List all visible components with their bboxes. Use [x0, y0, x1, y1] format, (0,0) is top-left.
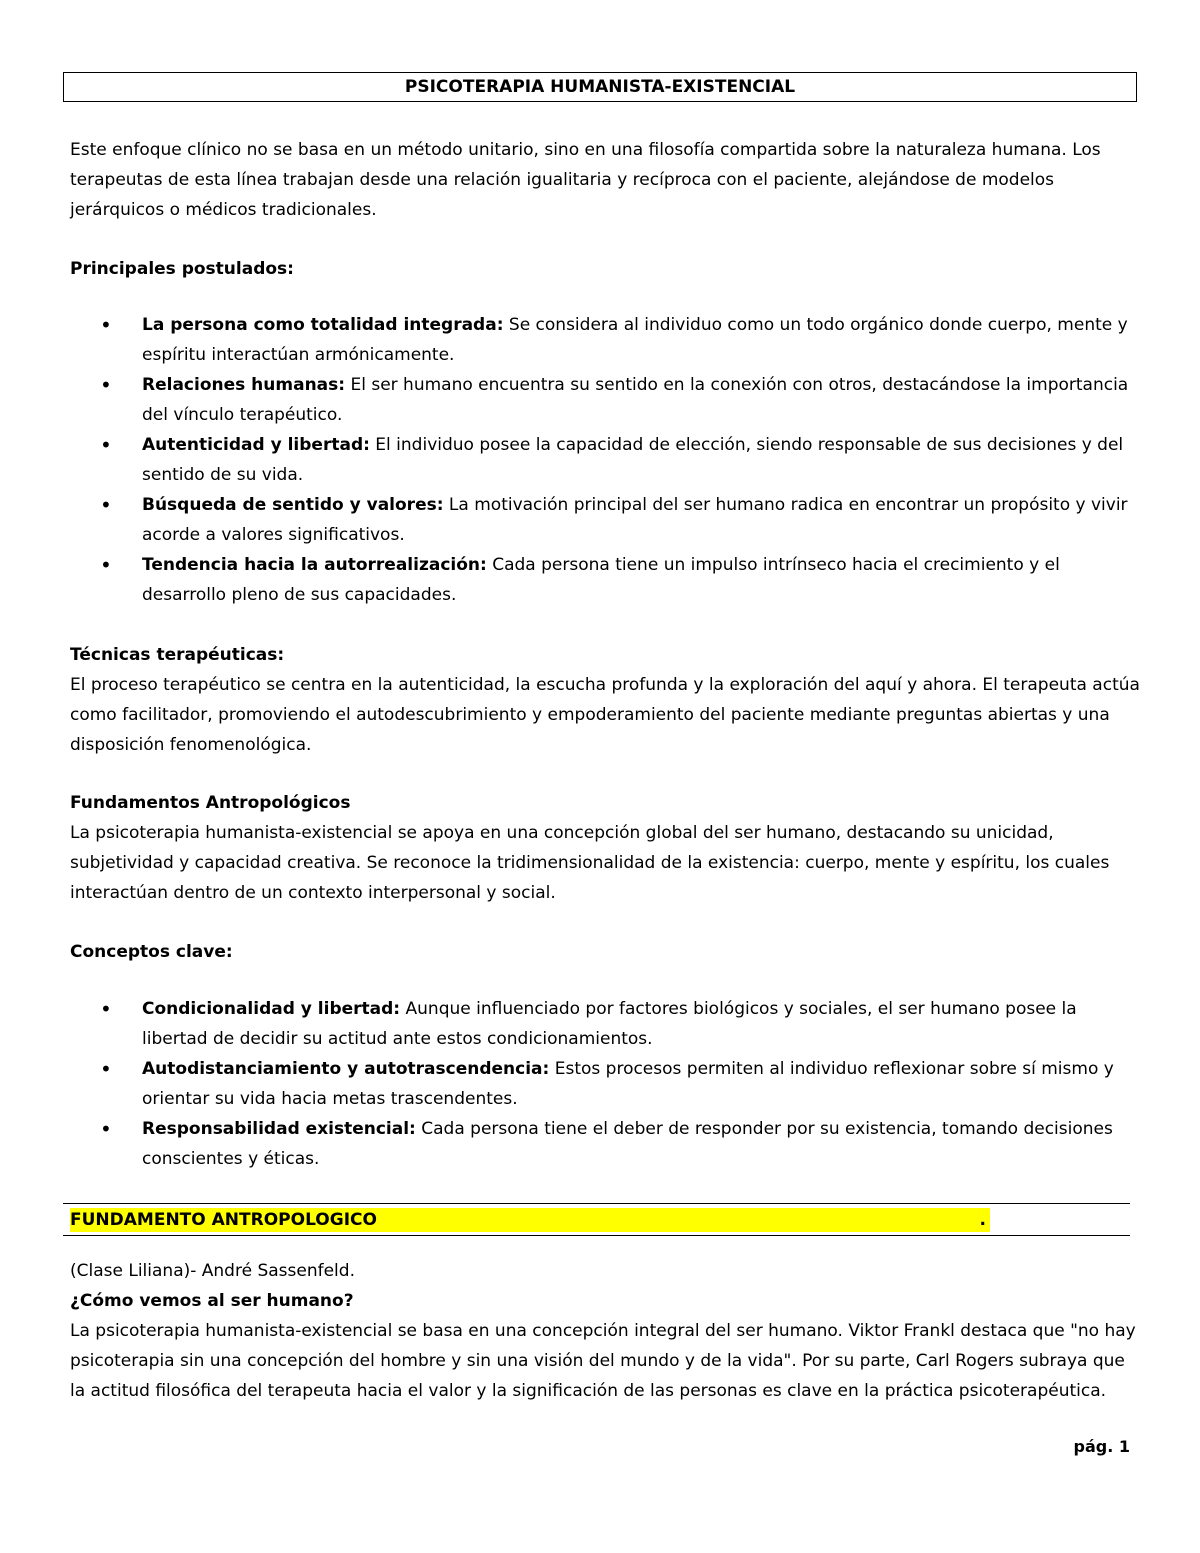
- list-item: • Responsabilidad existencial: Cada persona tiene el deber de responder por su existencia, tomando decisiones conscientes y éticas.: [70, 1114, 1140, 1174]
- tecnicas-heading: Técnicas terapéuticas:: [70, 645, 285, 665]
- list-item: • Relaciones humanas: El ser humano encuentra su sentido en la conexión con otros, destacándose la importancia del vínculo terapéutico.: [70, 370, 1140, 430]
- fundamentos-paragraph: La psicoterapia humanista-existencial se apoya en una concepción global del ser humano, destacando su unicidad, subjetividad y capacidad creativa. Se reconoce la tridimensionalidad de la existencia: cuerpo, mente y espíritu, los cuales interactúan dentro de un contexto interpersonal y social.: [70, 823, 1110, 903]
- tecnicas-paragraph: El proceso terapéutico se centra en la autenticidad, la escucha profunda y la exploración del aquí y ahora. El terapeuta actúa como facilitador, promoviendo el autodescubrimiento y empoderamiento del paciente mediante preguntas abiertas y una disposición fenomenológica.: [70, 675, 1140, 755]
- divider-top: [63, 1203, 1130, 1204]
- bullet-icon: •: [100, 493, 112, 517]
- page-number: pág. 1: [1073, 1437, 1130, 1456]
- bullet-icon: •: [100, 373, 112, 397]
- list-item: • Autenticidad y libertad: El individuo posee la capacidad de elección, siendo responsable de sus decisiones y del sentido de su vida.: [70, 430, 1140, 490]
- bullet-icon: •: [100, 433, 112, 457]
- fundamento-bar-dot: .: [979, 1210, 986, 1230]
- fundamento-highlight-bar: [70, 1208, 990, 1232]
- fundamentos-heading: Fundamentos Antropológicos: [70, 793, 351, 813]
- fundamento-bar-label: FUNDAMENTO ANTROPOLOGICO: [70, 1210, 377, 1230]
- intro-paragraph: Este enfoque clínico no se basa en un método unitario, sino en una filosofía compartida sobre la naturaleza humana. Los terapeutas de esta línea trabajan desde una relación igualitaria y recíproca con el paciente, alejándose de modelos jerárquicos o médicos tradicionales.: [70, 140, 1101, 220]
- list-item: • La persona como totalidad integrada: Se considera al individuo como un todo orgánico donde cuerpo, mente y espíritu interactúan armónicamente.: [70, 310, 1140, 370]
- bullet-icon: •: [100, 1117, 112, 1141]
- list-item: • Búsqueda de sentido y valores: La motivación principal del ser humano radica en encontrar un propósito y vivir acorde a valores significativos.: [70, 490, 1140, 550]
- pregunta-heading: ¿Cómo vemos al ser humano?: [70, 1291, 354, 1311]
- postulados-heading: Principales postulados:: [70, 259, 294, 279]
- document-title: PSICOTERAPIA HUMANISTA-EXISTENCIAL: [63, 72, 1137, 102]
- bullet-icon: •: [100, 1057, 112, 1081]
- list-item: • Tendencia hacia la autorrealización: Cada persona tiene un impulso intrínseco hacia el crecimiento y el desarrollo pleno de sus capacidades.: [70, 550, 1140, 610]
- conceptos-heading: Conceptos clave:: [70, 942, 233, 962]
- conceptos-list: [70, 994, 1140, 1174]
- postulados-list: [70, 310, 1140, 610]
- clase-line: (Clase Liliana)- André Sassenfeld.: [70, 1261, 355, 1281]
- bullet-icon: •: [100, 313, 112, 337]
- list-item: • Condicionalidad y libertad: Aunque influenciado por factores biológicos y sociales, el ser humano posee la libertad de decidir su actitud ante estos condicionamientos.: [70, 994, 1140, 1054]
- list-item: • Autodistanciamiento y autotrascendencia: Estos procesos permiten al individuo reflexionar sobre sí mismo y orientar su vida hacia metas trascendentes.: [70, 1054, 1140, 1114]
- bullet-icon: •: [100, 997, 112, 1021]
- pregunta-paragraph: La psicoterapia humanista-existencial se basa en una concepción integral del ser humano. Viktor Frankl destaca que "no hay psicoterapia sin una concepción del hombre y sin una visión del mundo y de la vida". Por su parte, Carl Rogers subraya que la actitud filosófica del terapeuta hacia el valor y la significación de las personas es clave en la práctica psicoterapéutica.: [70, 1321, 1136, 1401]
- bullet-icon: •: [100, 553, 112, 577]
- divider-bottom: [63, 1235, 1130, 1236]
